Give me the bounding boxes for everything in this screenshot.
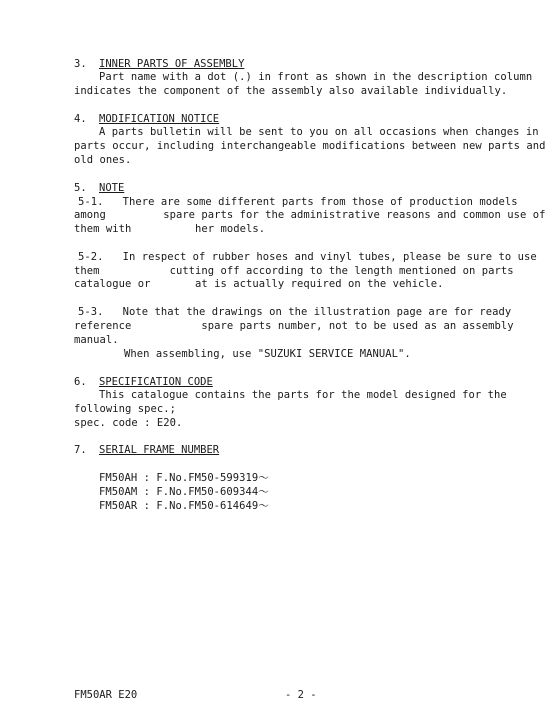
section-4-line-3: old ones. — [74, 154, 132, 166]
section-4-line-1: A parts bulletin will be sent to you on all occasions when changes in — [99, 126, 539, 138]
serial-number-row: FM50AH : F.No.FM50-599319～ — [99, 472, 269, 484]
section-4-line-2: parts occur, including interchangeable modifications between new parts and — [74, 140, 546, 152]
note-5-1-line-2: among spare parts for the administrative reasons and common use of — [74, 209, 546, 221]
section-6-line-1: This catalogue contains the parts for the model designed for the — [99, 389, 507, 401]
section-5-number: 5. — [74, 182, 87, 194]
page-number: - 2 - — [285, 689, 317, 701]
section-3-line-1: Part name with a dot (.) in front as shown in the description column — [99, 71, 533, 83]
note-5-1-line-1: 5-1. There are some different parts from those of production models — [78, 196, 518, 208]
section-3-line-2: indicates the component of the assembly also available individually. — [74, 85, 508, 97]
note-5-3-line-4: When assembling, use "SUZUKI SERVICE MANUAL". — [124, 348, 411, 360]
note-5-2-line-2: them cutting off according to the length mentioned on parts — [74, 265, 514, 277]
serial-number-row: FM50AM : F.No.FM50-609344～ — [99, 486, 269, 498]
section-3-heading: INNER PARTS OF ASSEMBLY — [99, 58, 245, 70]
serial-number-row: FM50AR : F.No.FM50-614649～ — [99, 500, 269, 512]
note-5-3-line-2: reference spare parts number, not to be used as an assembly — [74, 320, 514, 332]
note-5-3-line-1: 5-3. Note that the drawings on the illustration page are for ready — [78, 306, 512, 318]
note-5-2-line-3: catalogue or at is actually required on the vehicle. — [74, 278, 444, 290]
note-5-3-line-3: manual. — [74, 334, 119, 346]
section-7-heading: SERIAL FRAME NUMBER — [99, 444, 220, 456]
section-6-heading: SPECIFICATION CODE — [99, 376, 213, 388]
footer-model-code: FM50AR E20 — [74, 689, 138, 701]
section-6-line-2: following spec.; — [74, 403, 176, 415]
section-4-number: 4. — [74, 113, 87, 125]
section-6-number: 6. — [74, 376, 87, 388]
section-5-heading: NOTE — [99, 182, 125, 194]
section-6-line-3: spec. code : E20. — [74, 417, 183, 429]
note-5-2-line-1: 5-2. In respect of rubber hoses and vinyl tubes, please be sure to use — [78, 251, 537, 263]
section-4-heading: MODIFICATION NOTICE — [99, 113, 220, 125]
section-7-number: 7. — [74, 444, 87, 456]
note-5-1-line-3: them with her models. — [74, 223, 266, 235]
section-3-number: 3. — [74, 58, 87, 70]
